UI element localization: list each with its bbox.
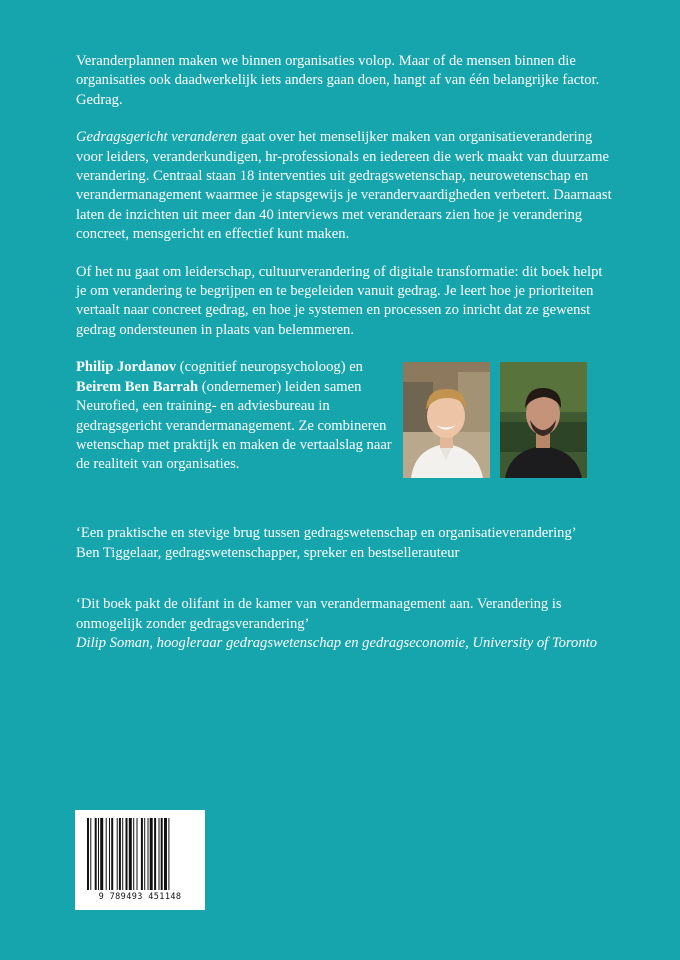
quote-1-text: ‘Een praktische en stevige brug tussen gedragswetenschap en organisatieverandering’	[76, 525, 577, 542]
barcode-bar	[137, 818, 138, 890]
barcode-bar	[150, 818, 153, 890]
quote-soman	[76, 595, 616, 653]
barcode-bar	[126, 818, 128, 890]
isbn-barcode	[75, 810, 205, 910]
quote-tiggelaar	[76, 524, 616, 563]
authors-bio-text: (ondernemer) leiden samen Neurofied, een training- en adviesbureau in gedragsgericht verandermanagement. Ze combineren wetenschap met praktijk en maken de vertaalslag naar de realiteit van organisaties.	[76, 378, 392, 473]
about-body: gaat over het menselijker maken van organisatieverandering voor leiders, veranderkundigen, hr-professionals en iedereen die werk maakt van duurzame verandering. Centraal staan 18 interventies uit gedragswetenschap, neurowetenschap en verandermanagement waarmee je stapsgewijs je verandervaardigheden verbetert. Daarnaast laten de inzichten uit meer dan 40 interviews met veranderaars zien hoe je verandering concreet, mensgericht en effectief kunt maken.	[76, 129, 612, 243]
authors-section	[76, 358, 616, 484]
barcode-bar	[159, 818, 160, 890]
barcode-bar	[129, 818, 132, 890]
barcode-bar	[148, 818, 149, 890]
barcode-bar	[168, 818, 169, 890]
quote-2-attribution-text: Dilip Soman, hoogleraar gedragswetenschap en gedragseconomie, University of Toronto	[76, 634, 598, 651]
barcode-bar	[119, 818, 121, 890]
barcode-bar	[98, 818, 99, 890]
barcode-bar	[109, 818, 110, 890]
book-title: Gedragsgericht veranderen	[76, 129, 238, 146]
quote-2-text: ‘Dit boek pakt de olifant in de kamer van verandermanagement aan. Verandering is onmogelijk zonder gedragsverandering’	[76, 596, 562, 632]
barcode-bar	[111, 818, 113, 890]
author-1-photo	[403, 362, 490, 478]
barcode-bar	[117, 818, 118, 890]
author-1-role: (cognitief neuropsycholoog) en	[176, 359, 363, 376]
authors-bio	[76, 358, 396, 474]
author-1-name: Philip Jordanov	[76, 359, 177, 376]
barcode-bar	[144, 818, 145, 890]
barcode-bar	[100, 818, 103, 890]
barcode-bar	[87, 818, 89, 890]
scope-paragraph: Of het nu gaat om leiderschap, cultuurverandering of digitale transformatie: dit boek helpt je om verandering te begrijpen en te begeleiden vanuit gedrag. Je leert hoe je prioriteiten vertaalt naar concreet gedrag, en hoe je systemen en processen zo inricht dat ze gewenst gedrag ondersteunen in plaats van belemmeren.	[76, 263, 603, 338]
barcode-bar	[141, 818, 143, 890]
barcode-bar	[106, 818, 107, 890]
barcode-bars	[87, 818, 193, 890]
author-2-name: Beirem Ben Barrah	[76, 378, 199, 395]
isbn-number: 9 789493 451148	[98, 892, 182, 902]
quote-1-attribution: Ben Tiggelaar, gedragswetenschapper, spreker en bestsellerauteur	[76, 544, 460, 561]
barcode-bar	[164, 818, 167, 890]
barcode-bar	[95, 818, 97, 890]
barcode-bar	[133, 818, 134, 890]
quote-2-attribution	[76, 634, 616, 653]
barcode-bar	[154, 818, 156, 890]
barcode-bar	[161, 818, 163, 890]
back-cover-text	[76, 52, 616, 685]
intro-paragraph: Veranderplannen maken we binnen organisaties volop. Maar of de mensen binnen die organisaties ook daadwerkelijk iets anders gaan doen, hangt af van één belangrijke factor. Gedrag.	[76, 53, 600, 108]
about-paragraph	[76, 128, 616, 244]
barcode-bar	[122, 818, 123, 890]
author-2-photo	[500, 362, 587, 478]
barcode-bar	[90, 818, 91, 890]
